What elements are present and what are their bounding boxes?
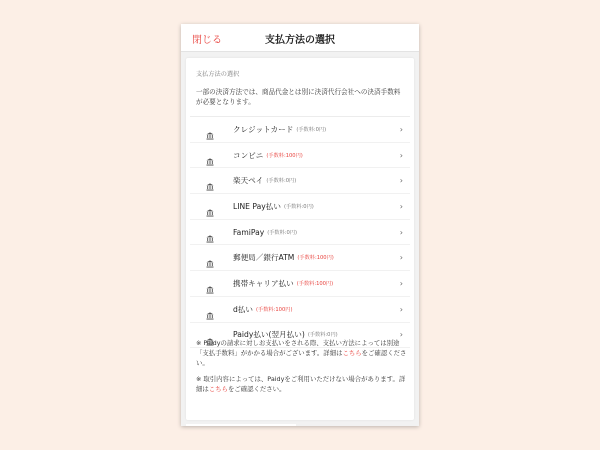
close-button[interactable]: 閉じる bbox=[192, 35, 222, 46]
payment-card bbox=[186, 58, 414, 420]
payment-method-fee: (手数料:0円) bbox=[266, 178, 297, 185]
chevron-right-icon: › bbox=[399, 227, 403, 237]
payment-method-row[interactable] bbox=[190, 143, 410, 169]
payment-method-name: 携帯キャリア払い bbox=[233, 278, 294, 288]
bank-icon bbox=[206, 125, 214, 133]
payment-method-name: 楽天ペイ bbox=[233, 176, 264, 186]
payment-method-label bbox=[233, 117, 326, 142]
payment-method-row[interactable] bbox=[190, 220, 410, 246]
payment-method-row[interactable] bbox=[190, 297, 410, 323]
payment-method-fee: (手数料:100円) bbox=[266, 152, 303, 159]
payment-method-label bbox=[233, 220, 297, 245]
footnote-text: ※ Paidyの請求に対しお支払いをされる際、支払い方法によっては別途「支払手数料」がかかる場合がございます。詳細は bbox=[196, 339, 400, 358]
payment-method-name: Paidy払い(翌月払い) bbox=[233, 330, 305, 340]
chevron-right-icon: › bbox=[399, 304, 403, 314]
payment-method-name: クレジットカード bbox=[233, 124, 294, 134]
footnote-text: をご確認ください。 bbox=[227, 385, 286, 394]
payment-method-row[interactable] bbox=[190, 168, 410, 194]
payment-method-fee: (手数料:100円) bbox=[256, 306, 293, 313]
modal-body[interactable] bbox=[181, 52, 419, 426]
bank-icon bbox=[206, 202, 214, 210]
modal-header bbox=[181, 24, 419, 52]
bottom-strip bbox=[186, 424, 296, 426]
payment-method-name: 郵便局／銀行ATM bbox=[233, 253, 295, 263]
chevron-right-icon: › bbox=[399, 176, 403, 186]
payment-method-fee: (手数料:100円) bbox=[296, 280, 334, 287]
chevron-right-icon: › bbox=[399, 150, 403, 160]
payment-method-fee: (手数料:100円) bbox=[297, 255, 334, 262]
payment-method-label bbox=[233, 297, 292, 322]
payment-method-row[interactable] bbox=[190, 194, 410, 220]
footnote-paidy-availability bbox=[196, 374, 408, 394]
bank-icon bbox=[206, 151, 214, 159]
payment-method-row[interactable] bbox=[190, 117, 410, 143]
payment-method-name: コンビニ bbox=[233, 150, 264, 160]
payment-method-label bbox=[233, 143, 303, 168]
chevron-right-icon: › bbox=[399, 278, 403, 288]
payment-method-modal bbox=[181, 24, 419, 426]
payment-method-fee: (手数料:0円) bbox=[267, 229, 298, 236]
chevron-right-icon: › bbox=[399, 201, 403, 211]
footnote-paidy-fee bbox=[196, 338, 408, 369]
bank-icon bbox=[206, 176, 214, 184]
payment-method-list bbox=[190, 116, 410, 348]
payment-method-label bbox=[233, 271, 333, 296]
payment-method-label bbox=[233, 245, 334, 270]
fee-notice: 一部の決済方法では、商品代金とは別に決済代行会社への決済手数料が必要となります。 bbox=[196, 88, 401, 106]
details-link[interactable]: こちら bbox=[342, 349, 362, 358]
payment-method-row[interactable] bbox=[190, 271, 410, 297]
page-title: 支払方法の選択 bbox=[265, 35, 335, 46]
details-link[interactable]: こちら bbox=[208, 385, 228, 394]
payment-method-name: FamiPay bbox=[233, 227, 265, 237]
chevron-right-icon: › bbox=[399, 124, 403, 134]
payment-method-label bbox=[233, 194, 314, 219]
footnote-text: をご確認ください。 bbox=[196, 349, 407, 368]
payment-method-row[interactable] bbox=[190, 245, 410, 271]
bank-icon bbox=[206, 228, 214, 236]
bank-icon bbox=[206, 305, 214, 313]
footnote-text: ※ 取引内容によっては、Paidyをご利用いただけない場合があります。詳細は bbox=[196, 375, 406, 394]
chevron-right-icon: › bbox=[399, 330, 403, 340]
bank-icon bbox=[206, 279, 214, 287]
payment-method-fee: (手数料:0円) bbox=[296, 126, 327, 133]
bank-icon bbox=[206, 253, 214, 261]
payment-method-name: d払い bbox=[233, 304, 254, 314]
payment-method-fee: (手数料:0円) bbox=[307, 332, 338, 339]
chevron-right-icon: › bbox=[399, 253, 403, 263]
payment-method-fee: (手数料:0円) bbox=[283, 203, 314, 210]
payment-method-label bbox=[233, 168, 296, 193]
payment-method-name: LINE Pay払い bbox=[233, 201, 281, 211]
section-label: 支払方法の選択 bbox=[196, 71, 240, 78]
